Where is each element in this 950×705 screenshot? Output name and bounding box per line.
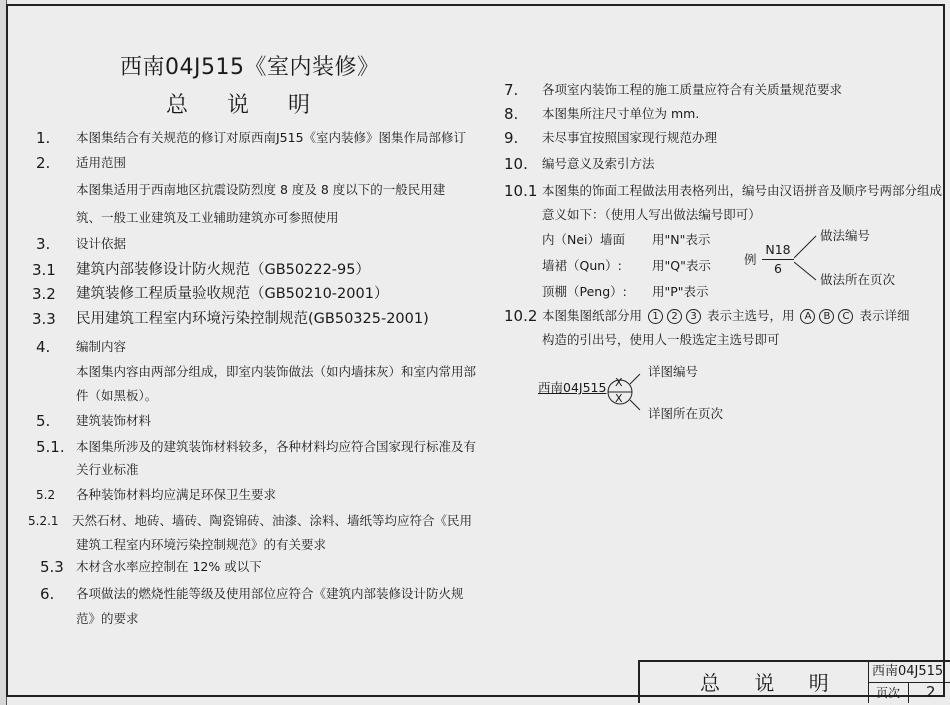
item-number: 8. <box>504 105 519 123</box>
item-text: 本图集的饰面工程做法用表格列出，编号由汉语拼音及顺序号两部分组成 <box>542 183 943 198</box>
drawing-sheet <box>6 4 945 701</box>
code-value: 用"N"表示 <box>652 232 711 247</box>
item-text: 设计依据 <box>76 236 127 251</box>
item-number: 5.3 <box>40 558 64 576</box>
item-10-2-line1: 本图集图纸部分用 1 2 3 表示主选号，用 A B C 表示详细 <box>542 308 910 323</box>
item-number: 5.1. <box>36 438 65 456</box>
code-label: 墙裙（Qun）: <box>542 258 622 273</box>
item-text: 本图集适用于西南地区抗震设防烈度 8 度及 8 度以下的一般民用建 <box>76 182 446 197</box>
detail-page-x: X <box>615 392 623 405</box>
item-number: 5.2 <box>36 488 56 502</box>
item-text: 民用建筑工程室内环境污染控制规范(GB50325-2001) <box>76 311 429 327</box>
item-text: 编号意义及索引方法 <box>542 156 655 171</box>
circled-number-1: 1 <box>648 309 663 324</box>
item-number: 10.1 <box>504 182 538 200</box>
item-text: 建筑内部装修设计防火规范（GB50222-95） <box>76 262 370 278</box>
title-block-atlas: 西南04J515 <box>872 664 944 679</box>
circled-letter-c: C <box>838 309 853 324</box>
circled-letter-a: A <box>800 309 815 324</box>
detail-index-circle <box>606 370 642 414</box>
circled-number-3: 3 <box>686 309 701 324</box>
item-text: 关行业标准 <box>76 462 139 477</box>
item-number: 5. <box>36 412 51 430</box>
example-top-note: 做法编号 <box>820 228 871 243</box>
item-text: 各种装饰材料均应满足环保卫生要求 <box>76 487 277 502</box>
item-number: 2. <box>36 154 51 172</box>
circled-number-2: 2 <box>667 309 682 324</box>
item-number: 7. <box>504 81 519 99</box>
item-text: 未尽事宜按照国家现行规范办理 <box>542 130 718 145</box>
example-denominator: 6 <box>774 261 782 276</box>
item-text: 本图集所注尺寸单位为 mm. <box>542 106 700 121</box>
item-text: 适用范围 <box>76 155 127 170</box>
page-title: 西南04J515《室内装修》 <box>120 55 380 80</box>
item-text: 本图集所涉及的建筑装饰材料较多，各种材料均应符合国家现行标准及有 <box>76 439 477 454</box>
fraction-bar <box>762 259 794 260</box>
title-block-name: 总 说 明 <box>700 671 843 695</box>
item-text: 本图集结合有关规范的修订对原西南J515《室内装修》图集作局部修订 <box>76 130 467 145</box>
item-text: 构造的引出号，使用人一般选定主选号即可 <box>542 332 780 347</box>
item-text: 木材含水率应控制在 12% 或以下 <box>76 559 262 574</box>
item-text: 意义如下：（使用人写出做法编号即可） <box>542 207 761 222</box>
item-number: 3.1 <box>32 261 56 279</box>
example-numerator: N18 <box>765 242 791 257</box>
detail-bottom-note: 详图所在页次 <box>648 406 724 421</box>
title-block-page: 2 <box>926 683 936 701</box>
divider <box>908 682 909 703</box>
example-bottom-note: 做法所在页次 <box>820 272 896 287</box>
title-block-page-label: 页次 <box>876 686 901 700</box>
item-number: 10.2 <box>504 307 538 325</box>
code-label: 顶棚（Peng）: <box>542 284 627 299</box>
code-value: 用"P"表示 <box>652 284 709 299</box>
detail-number-x: X <box>615 376 623 389</box>
item-number: 5.2.1 <box>28 514 59 528</box>
detail-top-note: 详图编号 <box>648 364 699 379</box>
item-number: 9. <box>504 129 519 147</box>
item-number: 3.2 <box>32 285 56 303</box>
item-number: 3.3 <box>32 310 56 328</box>
item-text: 各项做法的燃烧性能等级及使用部位应符合《建筑内部装修设计防火规 <box>76 586 464 601</box>
item-text: 范》的要求 <box>76 611 139 626</box>
item-number: 6. <box>40 585 55 603</box>
item-text: 建筑装修工程质量验收规范（GB50210-2001） <box>76 286 389 302</box>
item-text: 筑、一般工业建筑及工业辅助建筑亦可参照使用 <box>76 210 339 225</box>
code-label: 内（Nei）墙面 <box>542 232 626 247</box>
item-text: 件（如黑板）。 <box>76 388 158 403</box>
circled-letter-b: B <box>819 309 834 324</box>
item-number: 4. <box>36 338 51 356</box>
example-prefix: 例 <box>744 252 757 267</box>
code-value: 用"Q"表示 <box>652 258 711 273</box>
divider <box>868 682 950 683</box>
item-number: 1. <box>36 129 51 147</box>
item-text: 各项室内装饰工程的施工质量应符合有关质量规范要求 <box>542 82 843 97</box>
page-subtitle: 总 说 明 <box>166 93 326 118</box>
item-text: 建筑装饰材料 <box>76 413 152 428</box>
item-text: 编制内容 <box>76 339 127 354</box>
item-number: 10. <box>504 155 528 173</box>
item-number: 3. <box>36 235 51 253</box>
item-text: 建筑工程室内环境污染控制规范》的有关要求 <box>76 537 327 552</box>
item-text: 天然石材、地砖、墙砖、陶瓷锦砖、油漆、涂料、墙纸等均应符合《民用 <box>72 513 473 528</box>
title-block <box>638 660 950 703</box>
item-text: 本图集内容由两部分组成，即室内装饰做法（如内墙抹灰）和室内常用部 <box>76 364 477 379</box>
detail-atlas: 西南04J515 <box>538 380 607 395</box>
